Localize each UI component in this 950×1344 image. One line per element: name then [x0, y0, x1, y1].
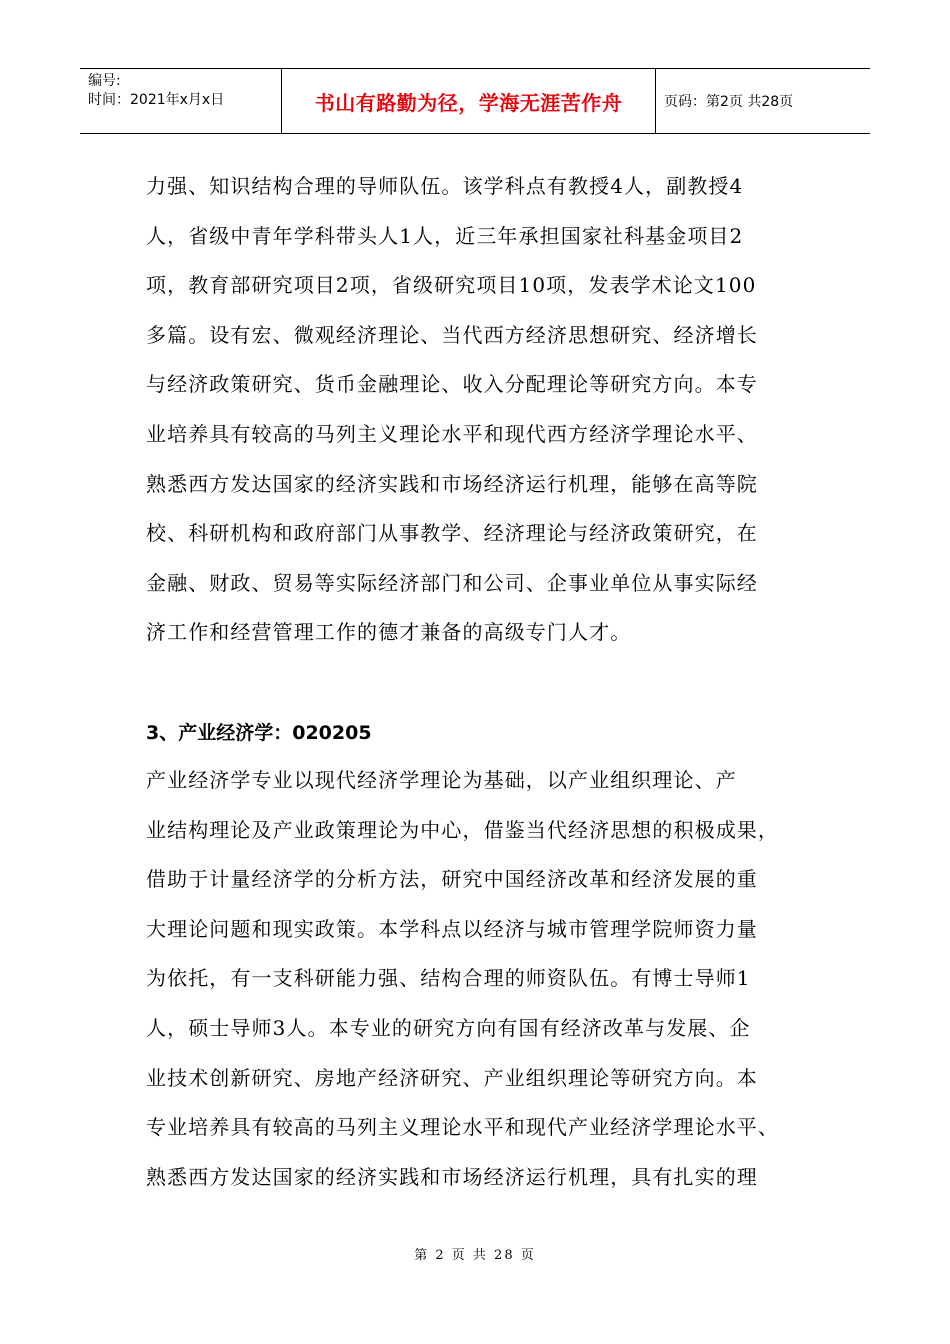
text-line: 业培养具有较高的马列主义理论水平和现代西方经济学理论水平、 [146, 421, 758, 446]
text-line: 业结构理论及产业政策理论为中心，借鉴当代经济思想的积极成果， [146, 817, 779, 842]
text-line: 济工作和经营管理工作的德才兼备的高级专门人才。 [146, 620, 632, 645]
text-line: 金融、财政、贸易等实际经济部门和公司、企事业单位从事实际经 [146, 570, 758, 595]
text-line: 多篇。设有宏、微观经济理论、当代西方经济思想研究、经济增长 [146, 322, 758, 347]
text-line: 熟悉西方发达国家的经济实践和市场经济运行机理，能够在高等院 [146, 471, 758, 496]
time-label: 时间：2021年x月x日 [88, 92, 225, 108]
paragraph-2 [146, 756, 806, 1202]
text-line: 力强、知识结构合理的导师队伍。该学科点有教授4人，副教授4 [146, 174, 744, 198]
text-line: 借助于计量经济学的分析方法，研究中国经济改革和经济发展的重 [146, 867, 758, 892]
text-line: 专业培养具有较高的马列主义理论水平和现代产业经济学理论水平、 [146, 1115, 779, 1140]
text-line: 与经济政策研究、货币金融理论、收入分配理论等研究方向。本专 [146, 372, 758, 397]
section-heading: 3、产业经济学：020205 [146, 722, 372, 744]
header-motto: 书山有路勤为径，学海无涯苦作舟 [282, 69, 656, 133]
text-line: 业技术创新研究、房地产经济研究、产业组织理论等研究方向。本 [146, 1065, 758, 1090]
text-line: 产业经济学专业以现代经济学理论为基础，以产业组织理论、产 [146, 768, 737, 792]
page-header [80, 68, 870, 134]
number-label: 编号: [88, 73, 121, 89]
text-line: 人，省级中青年学科带头人1人，近三年承担国家社科基金项目2 [146, 223, 744, 248]
header-page-info: 页码：第2页 共28页 [664, 94, 794, 110]
header-meta [80, 69, 282, 133]
text-line: 大理论问题和现实政策。本学科点以经济与城市管理学院师资力量 [146, 916, 758, 941]
text-line: 项，教育部研究项目2项，省级研究项目10项，发表学术论文100 [146, 273, 757, 298]
paragraph-1 [146, 162, 806, 658]
text-line: 校、科研机构和政府部门从事教学、经济理论与经济政策研究，在 [146, 521, 758, 546]
text-line: 为依托，有一支科研能力强、结构合理的师资队伍。有博士导师1 [146, 966, 751, 991]
text-line: 熟悉西方发达国家的经济实践和市场经济运行机理，具有扎实的理 [146, 1164, 758, 1189]
page-footer: 第 2 页 共 28 页 [414, 1248, 536, 1263]
text-line: 人，硕士导师3人。本专业的研究方向有国有经济改革与发展、企 [146, 1015, 751, 1040]
